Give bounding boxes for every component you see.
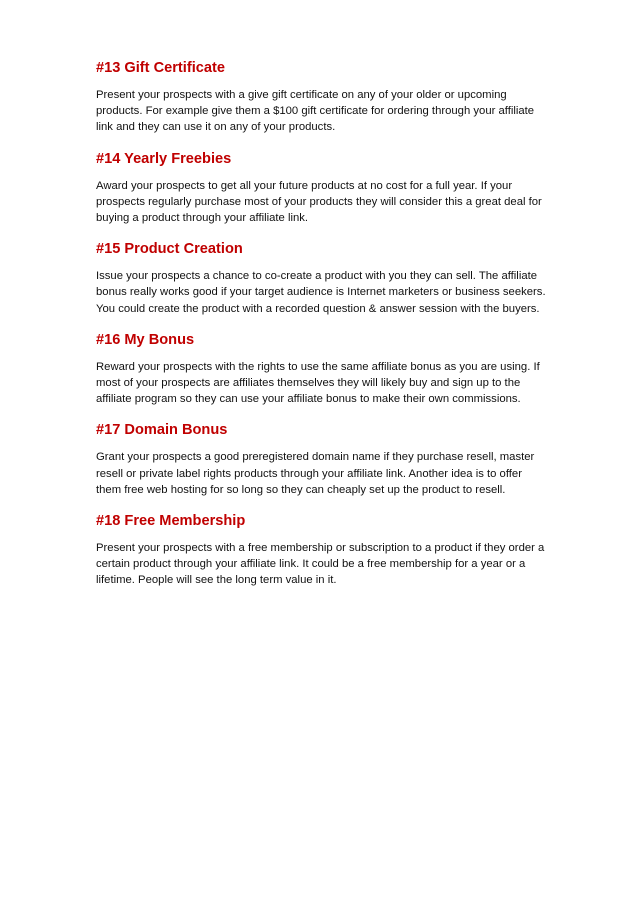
section-paragraph: Award your prospects to get all your future products at no cost for a full year. If your prospects regularly purchase most of your products they will consider this a great deal for buying a product through your affiliate link. [96, 179, 542, 225]
section-gift-certificate [96, 58, 548, 136]
section-heading: #15 Product Creation [96, 241, 243, 258]
document-content [96, 58, 548, 602]
section-paragraph: Grant your prospects a good preregistered domain name if they purchase resell, master resell or private label rights products through your affiliate link. Another idea is to offer them free web hosting for so long so they can cheaply set up the product to resell. [96, 451, 535, 496]
section-paragraph: Present your prospects with a free membership or subscription to a product if they order a certain product through your affiliate link. It could be a free membership for a year or a lifetime. People will see the long term value in it. [96, 542, 545, 587]
section-yearly-freebies [96, 149, 548, 227]
section-heading: #14 Yearly Freebies [96, 150, 232, 167]
section-heading: #13 Gift Certificate [96, 60, 225, 76]
section-heading: #18 Free Membership [96, 513, 246, 530]
section-paragraph: Reward your prospects with the rights to use the same affiliate bonus as you are using. If most of your prospects are affiliates themselves they will likely buy and sign up to the affiliate program so they can use your affiliate bonus to make their own commissions. [96, 360, 540, 406]
section-my-bonus [96, 330, 548, 408]
section-heading: #16 My Bonus [96, 331, 195, 348]
section-paragraph: Present your prospects with a give gift certificate on any of your older or upcoming products. For example give them a $100 gift certificate for ordering through your affiliate link and they can use it on any of your products. [96, 89, 535, 134]
section-paragraph: Issue your prospects a chance to co-create a product with you they can sell. The affiliate bonus really works good if your target audience is Internet marketers or business seekers. You could create the product with a recorded question & answer session with the buyers. [96, 270, 546, 315]
section-product-creation [96, 239, 548, 317]
section-free-membership [96, 511, 548, 589]
section-domain-bonus [96, 420, 548, 498]
section-heading: #17 Domain Bonus [96, 422, 228, 439]
